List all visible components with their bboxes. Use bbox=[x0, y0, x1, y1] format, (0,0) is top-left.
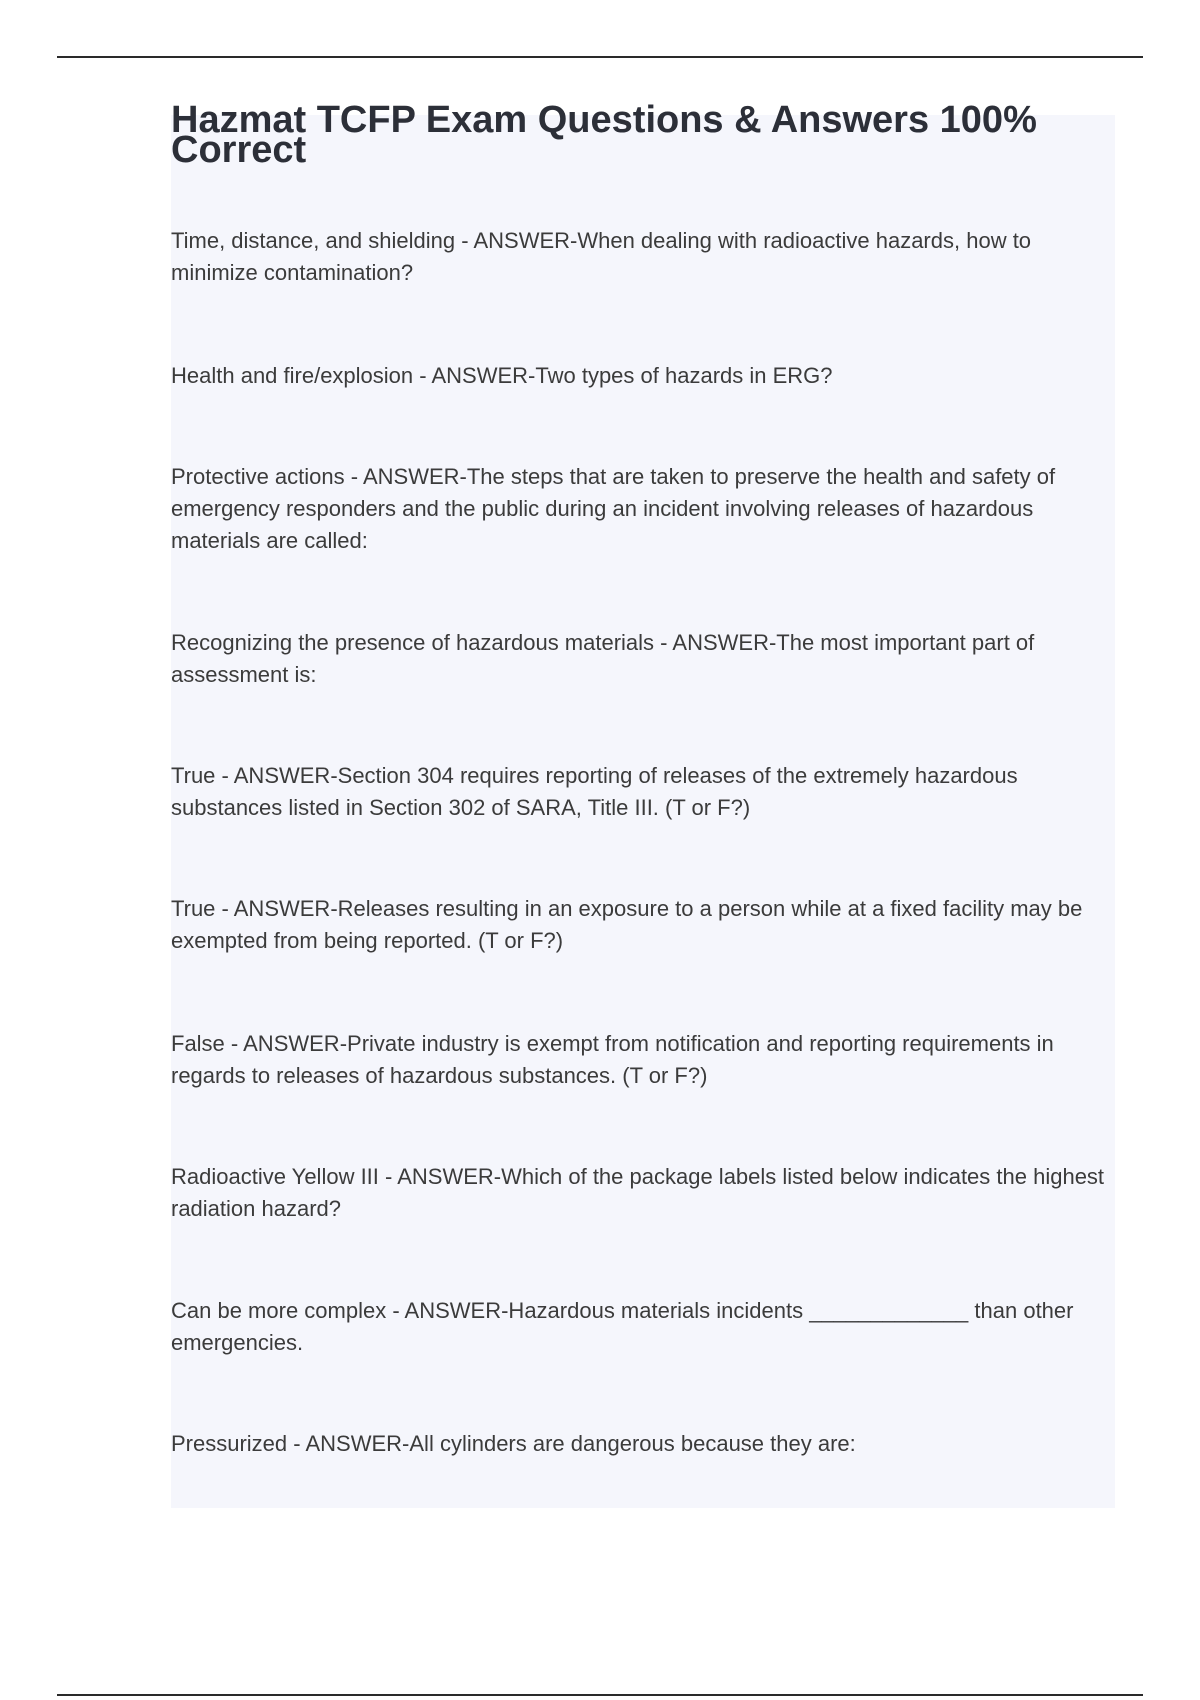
qa-item-7: False - ANSWER-Private industry is exempt from notification and reporting requirements in regards to releases of hazardous substances. (T or F?) bbox=[171, 1031, 1054, 1088]
qa-item-1: Time, distance, and shielding - ANSWER-When dealing with radioactive hazards, how to minimize contamination? bbox=[171, 228, 1032, 285]
document-title: Hazmat TCFP Exam Questions & Answers 100% Correct bbox=[171, 99, 1037, 171]
qa-item-5: True - ANSWER-Section 304 requires reporting of releases of the extremely hazardous substances listed in Section 302 of SARA, Title III. (T or F?) bbox=[171, 763, 1018, 820]
qa-item-6: True - ANSWER-Releases resulting in an exposure to a person while at a fixed facility may be exempted from being reported. (T or F?) bbox=[171, 896, 1083, 953]
bottom-rule bbox=[57, 1694, 1143, 1696]
top-rule bbox=[57, 56, 1143, 58]
qa-item-4: Recognizing the presence of hazardous materials - ANSWER-The most important part of assessment is: bbox=[171, 630, 1035, 687]
qa-item-9: Can be more complex - ANSWER-Hazardous materials incidents _____________ than other emergencies. bbox=[171, 1298, 1074, 1355]
qa-item-10: Pressurized - ANSWER-All cylinders are dangerous because they are: bbox=[171, 1431, 856, 1456]
qa-item-2: Health and fire/explosion - ANSWER-Two types of hazards in ERG? bbox=[171, 363, 833, 388]
qa-item-3: Protective actions - ANSWER-The steps that are taken to preserve the health and safety of emergency responders and the public during an incident involving releases of hazardous materials are called: bbox=[171, 464, 1056, 553]
qa-item-8: Radioactive Yellow III - ANSWER-Which of the package labels listed below indicates the highest radiation hazard? bbox=[171, 1164, 1105, 1221]
